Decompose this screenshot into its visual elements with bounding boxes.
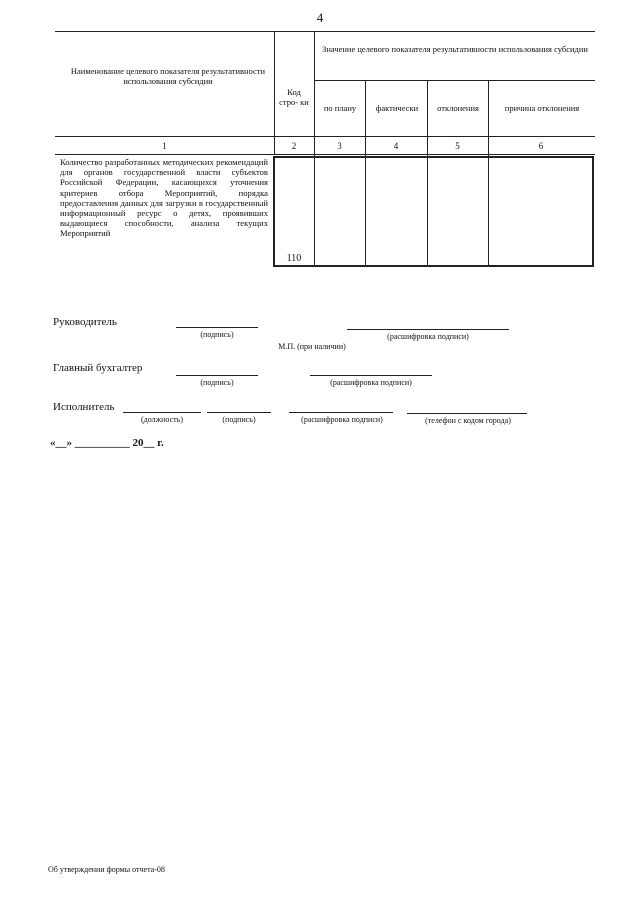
decode-caption: (расшифровка подписи) bbox=[330, 378, 412, 387]
col-name-header: Наименование целевого показателя результативности использования субсидии bbox=[70, 66, 266, 86]
column-number: 4 bbox=[393, 141, 399, 151]
decode-caption: (расшифровка подписи) bbox=[301, 415, 383, 424]
col-actual-header: фактически bbox=[375, 103, 419, 113]
page-number: 4 bbox=[316, 10, 324, 25]
signature-caption: (подпись) bbox=[200, 378, 234, 387]
col-code-header: Код стро- ки bbox=[279, 87, 309, 107]
accountant-decode-line[interactable] bbox=[310, 375, 432, 376]
head-signature-line[interactable] bbox=[176, 327, 258, 328]
indicator-name: Количество разработанных методических рекомендаций для органов государственной власти субъектов Российской Федерации, касающихся уточнения критериев отбора Мероприятий, порядка предоставления данных для загрузки в государственный информационный ресурс о детях, проявивших выдающиеся способности, анализа текущих Мероприятий bbox=[60, 157, 268, 239]
footer-note: Об утверждении формы отчета-08 bbox=[48, 865, 165, 874]
accountant-label: Главный бухгалтер bbox=[53, 362, 143, 374]
executor-signature-line[interactable] bbox=[207, 412, 271, 413]
signature-caption: (подпись) bbox=[200, 330, 234, 339]
col-deviation-header: отклонения bbox=[437, 103, 479, 113]
accountant-signature-line[interactable] bbox=[176, 375, 258, 376]
executor-decode-line[interactable] bbox=[289, 412, 393, 413]
col-reason-header: причина отклонения bbox=[504, 103, 580, 113]
executor-position-line[interactable] bbox=[123, 412, 201, 413]
executor-label: Исполнитель bbox=[53, 401, 115, 413]
stamp-caption: М.П. (при наличии) bbox=[278, 342, 346, 351]
executor-phone-line[interactable] bbox=[407, 413, 527, 414]
value-group-header: Значение целевого показателя результативности использования субсидии bbox=[322, 44, 588, 54]
row-code: 110 bbox=[286, 253, 302, 264]
head-decode-line[interactable] bbox=[347, 329, 509, 330]
position-caption: (должность) bbox=[141, 415, 183, 424]
head-label: Руководитель bbox=[53, 316, 117, 328]
col-plan-header: по плану bbox=[323, 103, 357, 113]
date-line[interactable]: «__» __________ 20__ г. bbox=[50, 437, 164, 449]
column-number: 1 bbox=[162, 141, 167, 151]
column-number: 6 bbox=[538, 141, 544, 151]
phone-caption: (телефон с кодом города) bbox=[425, 416, 511, 425]
column-number: 3 bbox=[337, 141, 342, 151]
column-number: 2 bbox=[291, 141, 297, 151]
column-number: 5 bbox=[455, 141, 460, 151]
signature-caption: (подпись) bbox=[222, 415, 256, 424]
decode-caption: (расшифровка подписи) bbox=[387, 332, 469, 341]
